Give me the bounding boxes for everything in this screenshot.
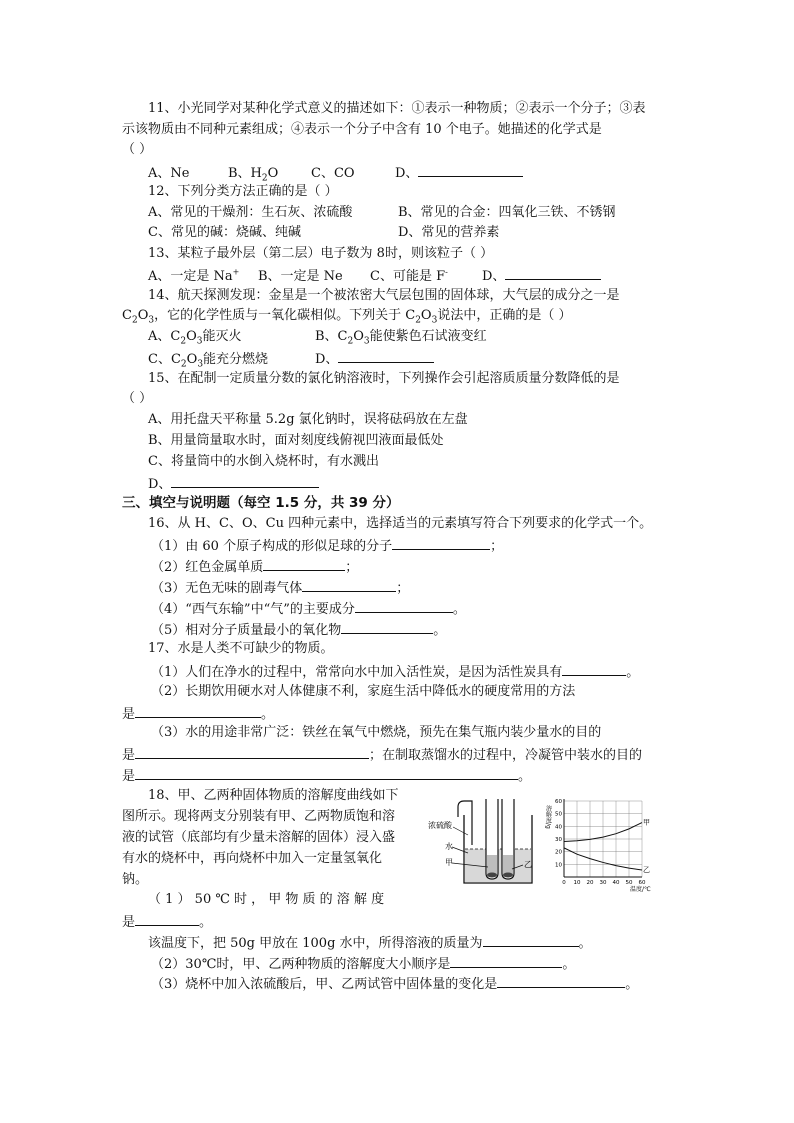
q16-item-4: （4）“西气东输”中“气”的主要成分 。 (151, 599, 466, 619)
answer-blank[interactable] (135, 766, 518, 780)
answer-blank[interactable] (483, 933, 579, 947)
x-tick-label: 10 (573, 880, 581, 886)
q16-item-1: （1）由 60 个原子构成的形似足球的分子 ； (151, 536, 503, 556)
y-tick-label: 50 (555, 811, 562, 818)
q14-option-d: D、 (315, 349, 434, 369)
q13-option-a: A、一定是 Na+ (148, 267, 240, 284)
q12-option-a: A、常见的干燥剂：生石灰、浓硫酸 (148, 205, 353, 220)
q11-option-a: A、Ne (148, 166, 190, 181)
q11-line2: 示该物质由不同种元素组成；④表示一个分子中含有 10 个电子。她描述的化学式是 (122, 122, 602, 137)
answer-blank[interactable] (450, 954, 562, 968)
q16-item-5: （5）相对分子质量最小的氧化物 。 (151, 620, 446, 640)
q13-options (148, 266, 601, 286)
answer-blank[interactable] (135, 704, 261, 718)
y-axis-label: 溶解度/g (544, 805, 552, 829)
q11-options (148, 163, 523, 183)
q14-line2: $C_2O_3$，它的化学性质与一氧化碳相似。下列关于 $C_2O_3$说法中，正确的是（ ） (122, 308, 572, 326)
answer-blank[interactable] (562, 662, 626, 676)
solubility-chart (546, 793, 658, 893)
q16-stem: 16、从 H、C、O、Cu 四种元素中，选择适当的元素填写符合下列要求的化学式一个。 (148, 516, 653, 531)
y-tick-label: 10 (555, 862, 562, 869)
chart-ticks (555, 799, 646, 886)
q16-item-3: （3）无色无味的剧毒气体 ； (151, 578, 409, 598)
q17-item-3-cont2: 是 。 (122, 766, 531, 786)
q18-line5: 钠。 (122, 872, 149, 887)
q13-option-b: B、一定是 Ne (258, 269, 343, 284)
section-heading: 三、填空与说明题（每空 1.5 分，共 39 分） (122, 495, 400, 511)
answer-blank[interactable] (392, 536, 490, 550)
q12-option-d: D、常见的营养素 (398, 225, 500, 240)
q16-item-2: （2）红色金属单质 ； (151, 557, 358, 577)
q14-options-cd (148, 349, 434, 369)
q12-option-c: C、常见的碱：烧碱、纯碱 (148, 225, 301, 240)
q15-paren: （ ） (122, 391, 153, 406)
q18-item-1-extra: 该温度下，把 50g 甲放在 100g 水中，所得溶液的质量为 。 (148, 933, 592, 953)
y-tick-label: 30 (555, 837, 562, 843)
q14-line1: 14、航天探测发现：金星是一个被浓密大气层包围的固体球，大气层的成分之一是 (148, 288, 620, 303)
answer-blank[interactable] (341, 620, 433, 634)
q17-item-2: （2）长期饮用硬水对人体健康不利，家庭生活中降低水的硬度常用的方法 (151, 684, 576, 699)
q11-option-d: D、 (395, 163, 523, 183)
q11-option-b: B、$H_2O$ (228, 166, 279, 184)
label-yi: 乙 (524, 860, 532, 869)
x-tick-label: 20 (586, 880, 594, 886)
q11-line1: 11、小光同学对某种化学式意义的描述如下：①表示一种物质；②表示一个分子；③表 (148, 101, 646, 116)
q15-option-a: A、用托盘天平称量 5.2g 氯化钠时，误将砝码放在左盘 (148, 412, 468, 427)
q17-stem: 17、水是人类不可缺少的物质。 (148, 641, 334, 656)
q13-option-c: C、可能是 F- (370, 267, 448, 284)
y-tick-label: 60 (555, 799, 562, 805)
answer-blank[interactable] (263, 557, 345, 571)
q14-option-a: A、$C_2O_3$能灭火 (148, 329, 242, 347)
x-tick-label: 30 (599, 880, 607, 886)
q14-option-c: C、$C_2O_3$能充分燃烧 (148, 352, 269, 370)
q15-option-d: D、 (148, 474, 319, 494)
y-tick-label: 20 (555, 849, 562, 856)
q11-option-c: C、CO (311, 166, 355, 181)
q15-line1: 15、在配制一定质量分数的氯化钠溶液时，下列操作会引起溶质质量分数降低的是 (148, 371, 620, 386)
dropper (458, 801, 472, 817)
answer-blank[interactable] (418, 163, 523, 177)
chart-grid (564, 801, 642, 877)
q15-option-b: B、用量筒量取水时，面对刻度线俯视凹液面最低处 (148, 433, 444, 448)
q18-line3: 液的试管（底部均有少量未溶解的固体）浸入盛 (122, 830, 396, 845)
q17-item-3-cont: 是 ；在制取蒸馏水的过程中，冷凝管中装水的目的 (122, 745, 642, 765)
q18-line4: 有水的烧杯中，再向烧杯中加入一定量氢氧化 (122, 851, 383, 866)
series-label: 甲 (643, 818, 650, 827)
label-acid: 浓硫酸 (428, 821, 452, 830)
q13-stem: 13、某粒子最外层（第二层）电子数为 8时，则该粒子（ ） (148, 246, 494, 261)
x-tick-label: 50 (625, 880, 633, 886)
q18-item-1: （ 1 ） 50 ℃ 时 ， 甲 物 质 的 溶 解 度 (148, 892, 385, 907)
answer-blank[interactable] (355, 599, 453, 613)
q18-item-1-cont: 是 。 (122, 912, 212, 932)
q18-line2: 图所示。现将两支分别装有甲、乙两物质饱和溶 (122, 809, 396, 824)
q12-options-cd (148, 224, 499, 242)
q13-option-d: D、 (482, 266, 601, 286)
q17-item-1: （1）人们在净水的过程中，常常向水中加入活性炭，是因为活性炭具有 。 (151, 662, 639, 682)
answer-blank[interactable] (302, 578, 396, 592)
q11-paren: （ ） (122, 142, 153, 157)
x-tick-label: 60 (638, 880, 646, 886)
q12-option-b: B、常见的合金：四氧化三铁、不锈钢 (398, 205, 616, 220)
x-tick-label: 40 (612, 880, 620, 886)
answer-blank[interactable] (171, 474, 319, 488)
answer-blank[interactable] (338, 349, 434, 363)
beaker-diagram (428, 795, 540, 891)
label-jia: 甲 (445, 858, 453, 867)
q17-item-3: （3）水的用途非常广泛：铁丝在氧气中燃烧，预先在集气瓶内装少量水的目的 (151, 725, 602, 740)
y-tick-label: 40 (555, 824, 562, 831)
x-axis-label: 温度/℃ (630, 886, 651, 893)
q17-item-2-cont: 是 。 (122, 704, 274, 724)
label-water: 水 (445, 842, 453, 851)
answer-blank[interactable] (135, 912, 199, 926)
q14-options-ab (148, 328, 487, 346)
answer-blank[interactable] (135, 745, 369, 759)
q15-option-c: C、将量筒中的水倒入烧杯时，有水溅出 (148, 454, 379, 469)
series-label: 乙 (643, 866, 650, 875)
x-tick-label: 0 (562, 880, 566, 886)
answer-blank[interactable] (497, 974, 625, 988)
q18-item-2: （2）30℃时，甲、乙两种物质的溶解度大小顺序是 。 (151, 954, 575, 974)
answer-blank[interactable] (505, 266, 601, 280)
q18-line1: 18、甲、乙两种固体物质的溶解度曲线如下 (148, 788, 399, 803)
q18-item-3: （3）烧杯中加入浓硫酸后，甲、乙两试管中固体量的变化是 。 (151, 974, 638, 994)
q12-stem: 12、下列分类方法正确的是（ ） (148, 184, 338, 199)
q14-option-b: B、$C_2O_3$能使紫色石试液变红 (315, 329, 487, 347)
q12-options-ab (148, 204, 616, 222)
